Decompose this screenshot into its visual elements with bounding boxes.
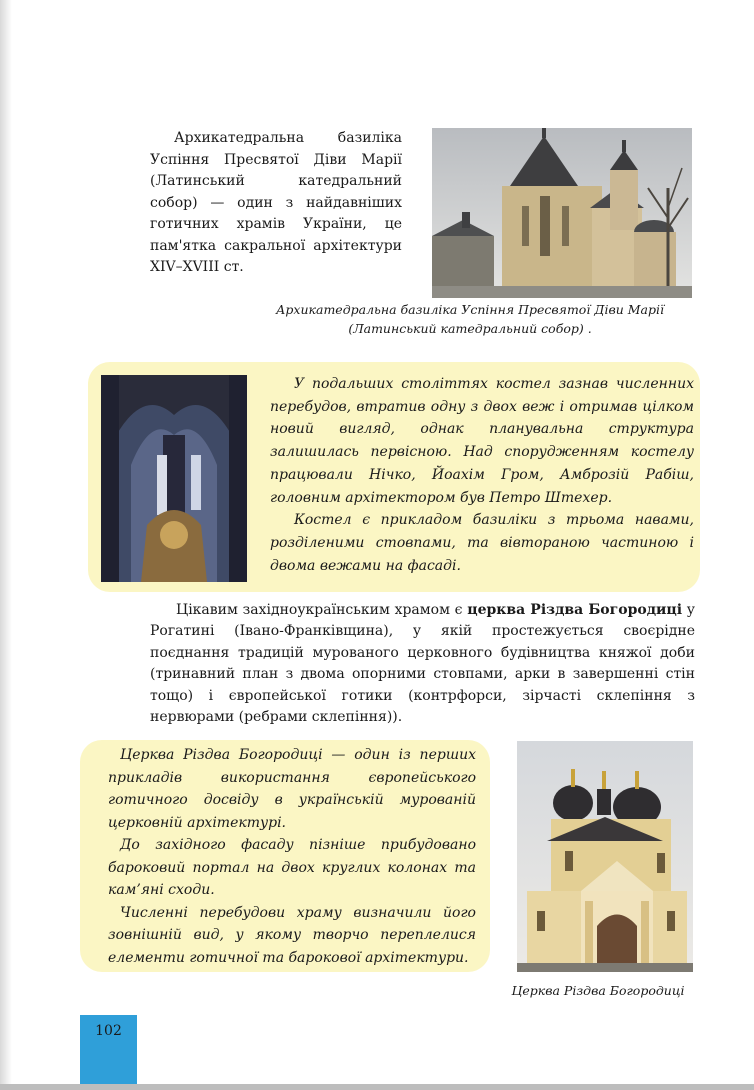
kostel-paragraph-2: Костел є прикладом базиліки з трьома навами, розділеними стовпами, та вівтораною частиною і двома вежами на фасаді. (270, 512, 694, 574)
kostel-description (270, 373, 694, 577)
body-paragraph (150, 600, 695, 728)
intro-text: Архикатедральна базиліка Успіння Пресвятої Діви Марії (Латинський катедральний собор) — один з найдавніших готичних храмів України, це пам'ятка сакральної архітектури XIV–XVIII ст. (150, 130, 402, 275)
intro-paragraph (150, 128, 402, 279)
page-edge (0, 0, 12, 1090)
church-photo (517, 741, 693, 972)
church-name-bold: церква Різдва Богородиці (467, 602, 683, 618)
cathedral-photo (432, 128, 692, 298)
kostel-paragraph-1: У подальших століттях костел зазнав численних перебудов, втратив одну з двох веж і отримав цілком новий вигляд, однак планувальна структура залишилась первісною. Над спорудженням костелу працювали Нічко, Йоахім Гром, Амброзій Рабіш, головним архітектором був Петро Штехер. (270, 376, 694, 506)
rohatyn-paragraph (150, 600, 695, 728)
rohatyn-rest: у Рогатині (Івано-Франківщина), у якій простежується своєрідне поєднання традицій мурованого церковного будівництва княжої доби (тринавний план з двома опорними стовпами, арки в завершенні стін тощо) і європейської готики (контрфорси, зірчасті склепіння з нервюрами (ребрами склепіння)). (150, 602, 696, 726)
interior-photo (101, 375, 247, 582)
cathedral-caption: Архикатедральна базиліка Успіння Пресвятої Діви Марії (Латинський катедральний собор) . (275, 302, 665, 336)
church-description (108, 744, 476, 969)
church-caption: Церква Різдва Богородиці (511, 983, 685, 998)
rohatyn-lead: Цікавим західноукраїнським храмом є (176, 602, 468, 618)
page-number-block (80, 1015, 137, 1085)
church-paragraph-2: До західного фасаду пізніше прибудовано барокoвий портал на двох круглих колонах та кам’яні сходи. (108, 837, 476, 898)
church-paragraph-3: Численні перебудови храму визначили його зовнішній вид, у якому творчо переплелися елементи готичної та барокової архітектури. (108, 904, 476, 966)
church-paragraph-1: Церква Різдва Богородиці — один із перших прикладів використання європейського готичного досвіду в українській мурованій церковній архітектурі. (108, 747, 476, 831)
page-number: 102 (95, 1023, 122, 1039)
page-bottom-edge (0, 1084, 754, 1090)
